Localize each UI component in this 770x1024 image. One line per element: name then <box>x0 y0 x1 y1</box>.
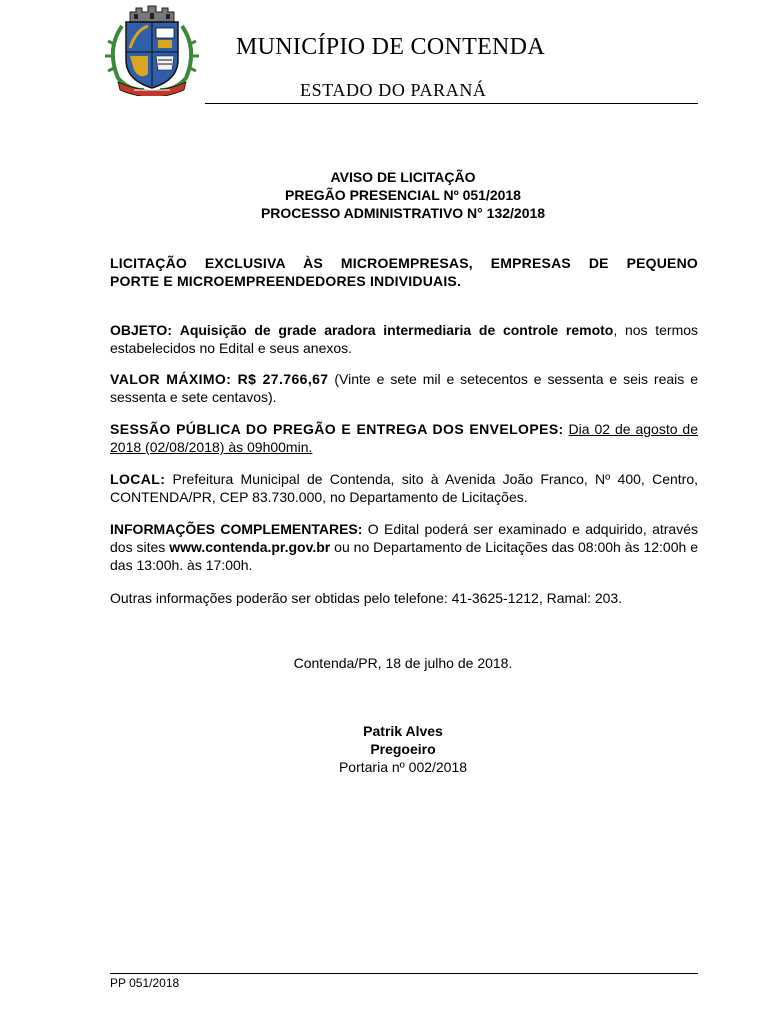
signature-block <box>110 722 696 776</box>
info-label: INFORMAÇÕES COMPLEMENTARES: <box>110 521 363 537</box>
objeto-description: Aquisição de grade aradora intermediaria de controle remoto <box>179 322 614 338</box>
process-number: PROCESSO ADMINISTRATIVO N° 132/2018 <box>260 205 546 221</box>
header-divider <box>205 103 698 104</box>
valor-paragraph <box>110 370 698 406</box>
municipality-title: MUNICÍPIO DE CONTENDA <box>236 34 545 60</box>
objeto-label: OBJETO: <box>110 322 172 338</box>
sessao-date: Dia 02 de agosto de 2018 (02/08/2018) às 09h00min. <box>110 421 698 455</box>
website-link[interactable]: www.contenda.pr.gov.br <box>169 539 331 555</box>
coat-of-arms-icon <box>100 4 204 96</box>
sessao-label: SESSÃO PÚBLICA DO PREGÃO E ENTREGA DOS ENVELOPES: <box>110 421 564 437</box>
exclusive-line-2: PORTE E MICROEMPREENDEDORES INDIVIDUAIS. <box>110 273 462 289</box>
signer-portaria: Portaria nº 002/2018 <box>338 759 468 775</box>
local-label: LOCAL: <box>110 471 166 487</box>
objeto-terms: , nos termos estabelecidos no Edital e seus anexos. <box>110 322 699 356</box>
contact-paragraph: Outras informações poderão ser obtidas pelo telefone: 41-3625-1212, Ramal: 203. <box>110 590 623 606</box>
signer-role: Pregoeiro <box>370 741 436 757</box>
footer-divider <box>110 973 698 974</box>
notice-title-block <box>110 168 696 222</box>
notice-heading: AVISO DE LICITAÇÃO <box>330 169 476 185</box>
valor-text: (Vinte e sete mil e setecentos e sessenta e seis reais e sessenta e sete centavos). <box>110 371 698 405</box>
footer-reference: PP 051/2018 <box>110 976 180 990</box>
sessao-paragraph <box>110 420 698 456</box>
document-date: Contenda/PR, 18 de julho de 2018. <box>293 655 513 671</box>
exclusive-bid-notice <box>110 254 698 290</box>
signer-name: Patrik Alves <box>363 723 443 739</box>
info-text-2: ou no Departamento de Licitações das 08:00h às 12:00h e das 13:00h. às 17:00h. <box>110 539 698 573</box>
local-paragraph <box>110 470 698 506</box>
info-text-1: O Edital poderá ser examinado e adquirido, através dos sites <box>110 521 698 555</box>
local-text: Prefeitura Municipal de Contenda, sito à Avenida João Franco, Nº 400, Centro, CONTENDA/PR, CEP 83.730.000, no Departamento de Licitações. <box>110 471 698 505</box>
info-paragraph <box>110 520 698 574</box>
exclusive-line-1: LICITAÇÃO EXCLUSIVA ÀS MICROEMPRESAS, EMPRESAS DE PEQUENO <box>110 255 698 271</box>
valor-label: VALOR MÁXIMO: R$ 27.766,67 <box>110 371 329 387</box>
pregao-number: PREGÃO PRESENCIAL Nº 051/2018 <box>285 187 521 203</box>
state-subtitle: ESTADO DO PARANÁ <box>300 80 487 100</box>
objeto-paragraph <box>110 321 698 357</box>
